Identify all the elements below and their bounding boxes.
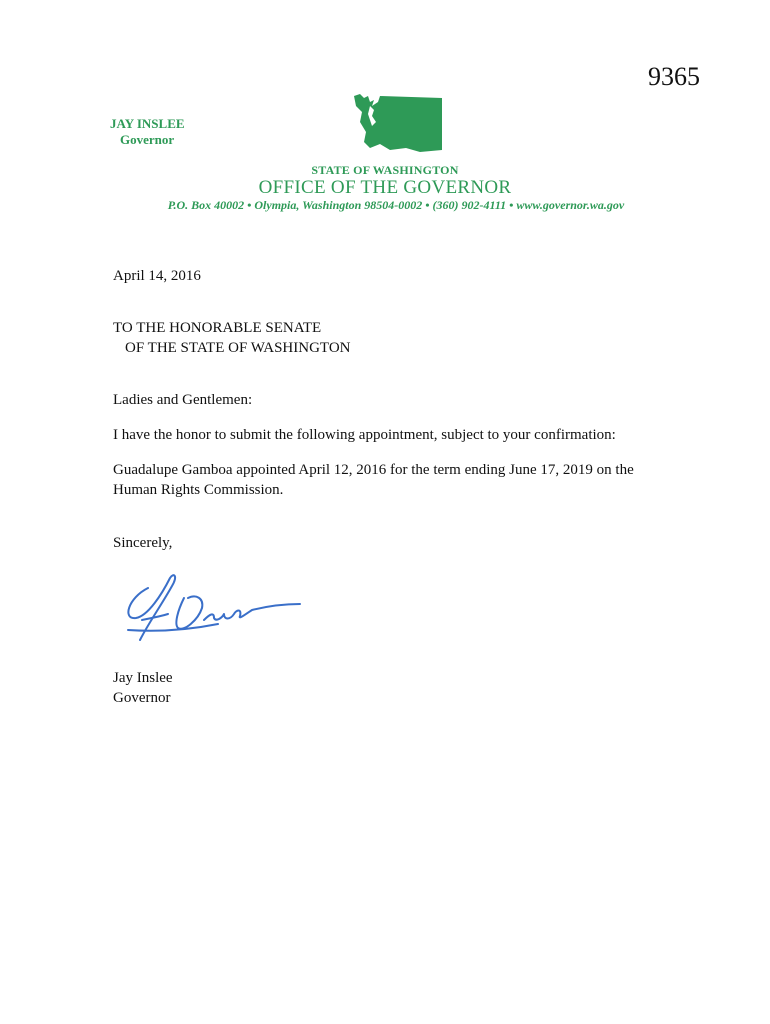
recipient-line-1: TO THE HONORABLE SENATE: [113, 320, 322, 336]
letter-date: April 14, 2016: [113, 268, 201, 284]
governor-name: JAY INSLEE: [110, 116, 185, 131]
governor-title: Governor: [120, 132, 175, 147]
page-number: 9365: [648, 62, 700, 91]
signer-block: [113, 668, 173, 708]
recipient-line-2: OF THE STATE OF WASHINGTON: [125, 340, 351, 356]
recipient-block: [113, 318, 350, 358]
signer-name: Jay Inslee: [113, 670, 173, 686]
governor-name-block: [110, 116, 185, 148]
address-line: P.O. Box 40002 • Olympia, Washington 98504-0002 • (360) 902-4111 • www.governor.wa.gov: [167, 198, 625, 212]
intro-paragraph: I have the honor to submit the following appointment, subject to your confirmation:: [113, 427, 616, 443]
salutation: Ladies and Gentlemen:: [113, 392, 253, 408]
state-label: STATE OF WASHINGTON: [311, 163, 459, 177]
closing: Sincerely,: [113, 535, 173, 551]
signature-image: [118, 568, 308, 648]
washington-state-map-icon: [350, 92, 444, 154]
appointment-paragraph: Guadalupe Gamboa appointed April 12, 2016 for the term ending June 17, 2019 on the Human Rights Commission.: [113, 462, 634, 498]
office-title: OFFICE OF THE GOVERNOR: [258, 177, 512, 198]
signer-title: Governor: [113, 690, 171, 706]
